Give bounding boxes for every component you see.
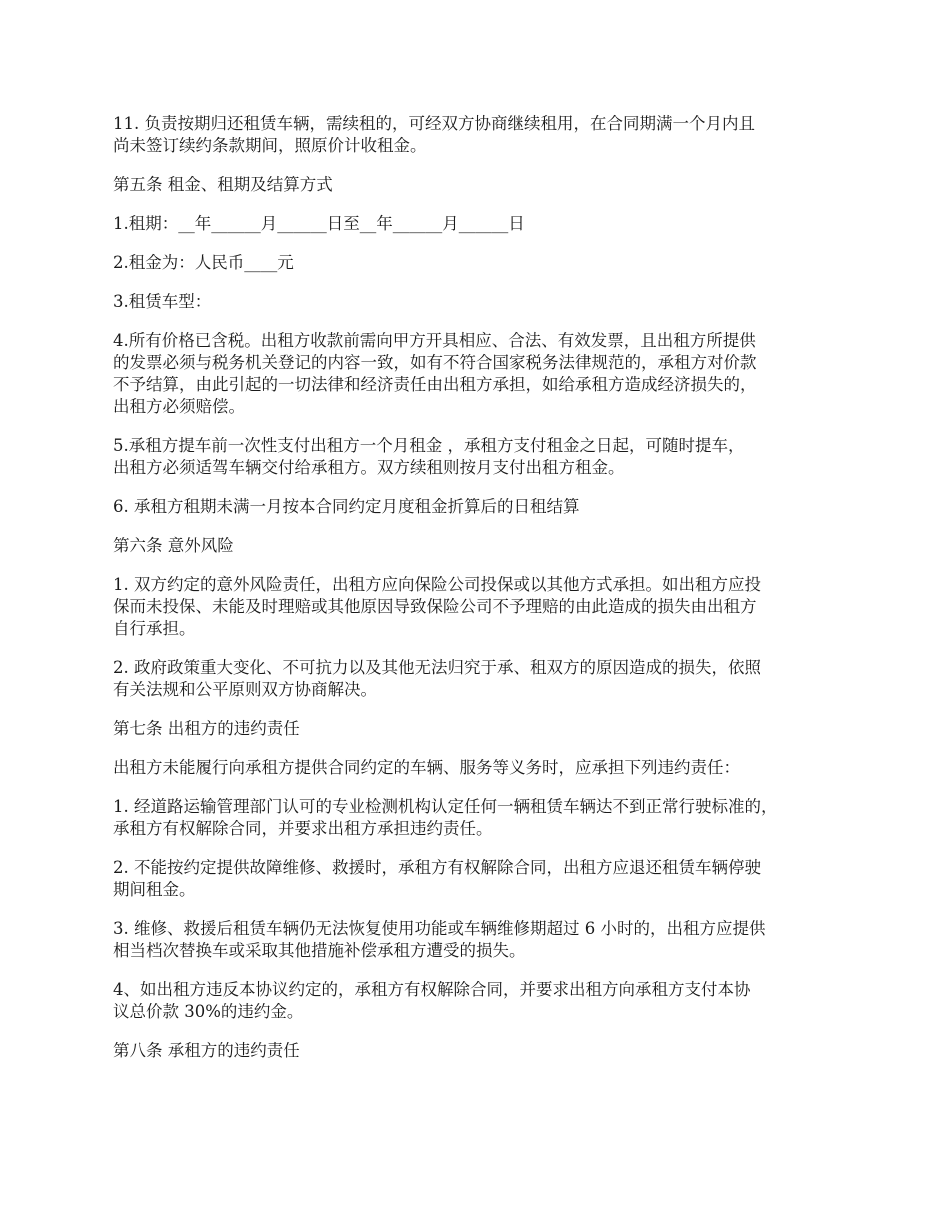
force-majeure-clause: 2. 政府政策重大变化、不可抗力以及其他无法归究于承、租双方的原因造成的损失，依照 有关法规和公平原则双方协商解决。 [113,658,761,699]
payment-pickup-clause: 5.承租方提车前一次性支付出租方一个月租金 ，承租方支付租金之日起，可随时提车， 出租方必须适驾车辆交付给承租方。双方续租则按月支付出租方租金。 [113,436,745,477]
daily-settlement-clause: 6. 承租方租期未满一月按本合同约定月度租金折算后的日租结算 [113,497,580,516]
lessor-liability-item-1: 1. 经道路运输管理部门认可的专业检测机构认定任何一辆租赁车辆达不到正常行驶标准的， 承租方有权解除合同，并要求出租方承担违约责任。 [113,797,778,838]
rent-amount-line: 2.租金为：人民币____元 [113,253,294,272]
vehicle-model-line: 3.租赁车型： [113,292,212,311]
clause-item-11: 11. 负责按期归还租赁车辆，需续租的，可经双方协商继续租用，在合同期满一个月内且 尚未签订续约条款期间，照原价计收租金。 [113,114,755,155]
lessor-liability-item-2: 2. 不能按约定提供故障维修、救援时，承租方有权解除合同，出租方应退还租赁车辆停驶 期间租金。 [113,858,761,899]
lessor-liability-item-3: 3. 维修、救援后租赁车辆仍无法恢复使用功能或车辆维修期超过 6 小时的，出租方应提供 相当档次替换车或采取其他措施补偿承租方遭受的损失。 [113,919,766,960]
article-5-heading: 第五条 租金、租期及结算方式 [113,175,333,194]
rental-period-line: 1.租期：__年______月______日至__年______月______日 [113,214,525,233]
lessor-liability-item-4: 4、如出租方违反本协议约定的，承租方有权解除合同，并要求出租方向承租方支付本协 议总价款 30%的违约金。 [113,980,751,1021]
insurance-clause: 1. 双方约定的意外风险责任，出租方应向保险公司投保或以其他方式承担。如出租方应投 保而未投保、未能及时理赔或其他原因导致保险公司不予理赔的由此造成的损失由出租方 自行承担。 [113,575,761,638]
article-6-heading: 第六条 意外风险 [113,536,234,555]
document-page [113,113,843,1079]
tax-invoice-clause: 4.所有价格已含税。出租方收款前需向甲方开具相应、合法、有效发票，且出租方所提供 的发票必须与税务机关登记的内容一致，如有不符合国家税务法律规范的，承租方对价款 不予结算，由此引起的一切法律和经济责任由出租方承担，如给承租方造成经济损失的， 出租方必须赔偿。 [113,331,757,416]
article-7-heading: 第七条 出租方的违约责任 [113,719,300,738]
article-8-heading: 第八条 承租方的违约责任 [113,1041,300,1060]
lessor-liability-intro: 出租方未能履行向承租方提供合同约定的车辆、服务等义务时，应承担下列违约责任： [113,758,740,777]
